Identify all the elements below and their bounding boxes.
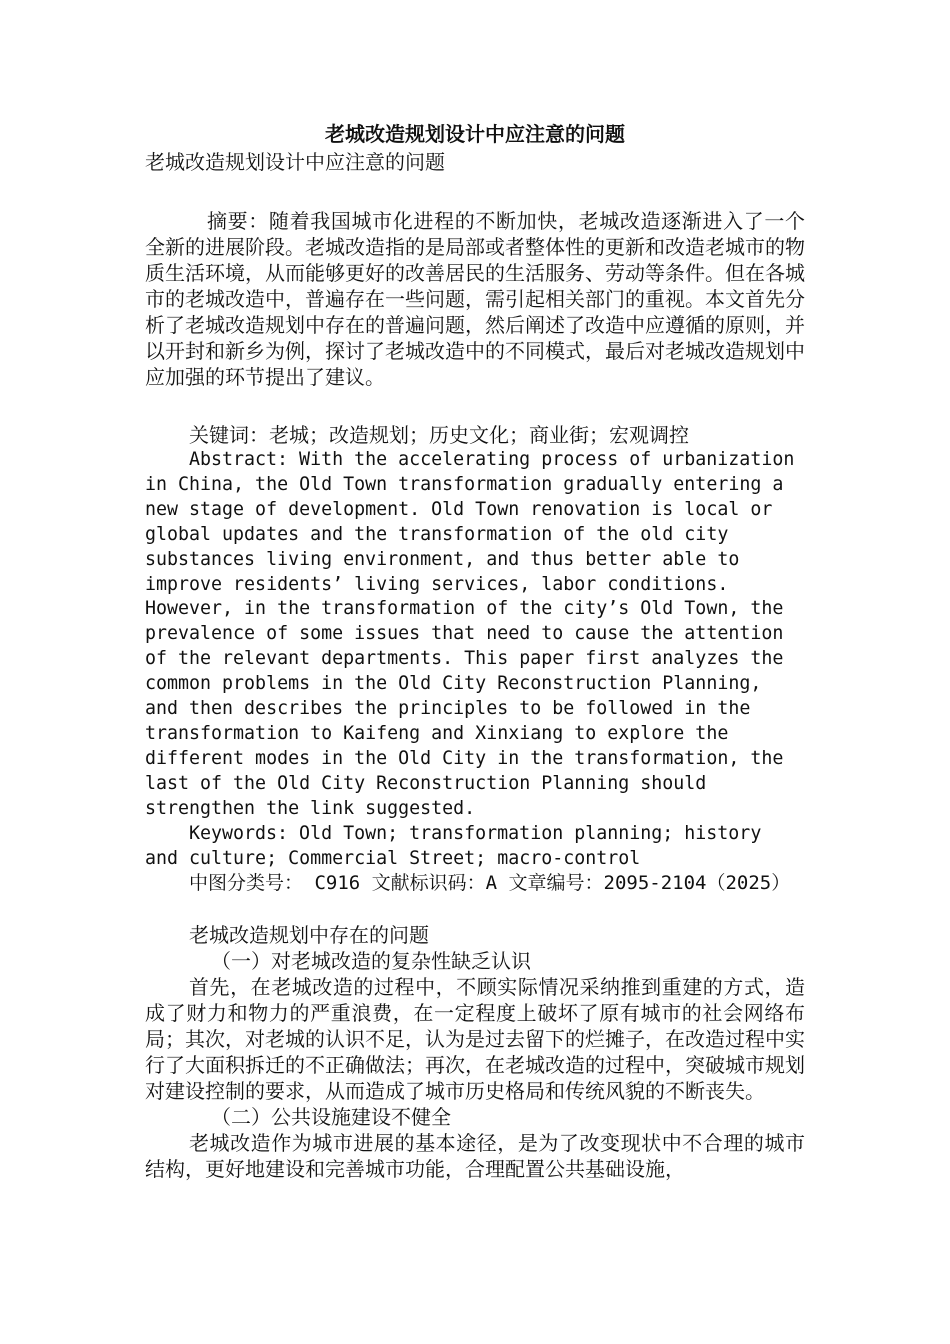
subsection-body-2: 老城改造作为城市进展的基本途径，是为了改变现状中不合理的城市结构，更好地建设和完善城市功能，合理配置公共基础设施， bbox=[145, 1131, 805, 1182]
document-subtitle: 老城改造规划设计中应注意的问题 bbox=[145, 150, 445, 174]
spacer bbox=[145, 176, 805, 202]
abstract-chinese: 摘要：随着我国城市化进程的不断加快，老城改造逐渐进入了一个全新的进展阶段。老城改造指的是局部或者整体性的更新和改造老城市的物质生活环境，从而能够更好的改善居民的生活服务、劳动等条件。但在各城市的老城改造中，普遍存在一些问题，需引起相关部门的重视。本文首先分析了老城改造规划中存在的普遍问题，然后阐述了改造中应遵循的原则，并以开封和新乡为例，探讨了老城改造中的不同模式，最后对老城改造规划中应加强的环节提出了建议。 bbox=[145, 209, 805, 389]
subsection-heading-1: （一）对老城改造的复杂性缺乏认识 bbox=[211, 949, 531, 974]
document-page bbox=[145, 120, 805, 1182]
subsection-heading-2: （二）公共设施建设不健全 bbox=[211, 1105, 451, 1130]
keywords-chinese: 关键词：老城；改造规划；历史文化；商业街；宏观调控 bbox=[189, 423, 689, 447]
classification-line: 中图分类号： C916 文献标识码：A 文章编号：2095-2104（2025） bbox=[189, 872, 791, 895]
spacer bbox=[145, 896, 805, 922]
spacer bbox=[145, 390, 805, 416]
document-title: 老城改造规划设计中应注意的问题 bbox=[325, 122, 625, 146]
keywords-english: Keywords: Old Town; transformation planning; history and culture; Commercial Street; macro-control bbox=[145, 822, 773, 869]
section-heading: 老城改造规划中存在的问题 bbox=[189, 923, 429, 948]
subsection-body-1: 首先，在老城改造的过程中，不顾实际情况采纳推到重建的方式，造成了财力和物力的严重浪费，在一定程度上破坏了原有城市的社会网络布局；其次，对老城的认识不足，认为是过去留下的烂摊子，在改造过程中实行了大面积拆迁的不正确做法；再次，在老城改造的过程中，突破城市规划对建设控制的要求，从而造成了城市历史格局和传统风貌的不断丧失。 bbox=[145, 975, 805, 1104]
abstract-english: Abstract: With the accelerating process of urbanization in China, the Old Town transformation gradually entering a new stage of development. Old Town renovation is local or global updates and the transformation of the old city substances living environment, and thus better able to improve residents’ living services, labor conditions. However, in the transformation of the city’s Old Town, the prevalence of some issues that need to cause the attention of the relevant departments. This paper first analyzes the common problems in the Old City Reconstruction Planning, and then describes the principles to be followed in the transformation to Kaifeng and Xinxiang to explore the different modes in the Old City in the transformation, the last of the Old City Reconstruction Planning should strengthen the link suggested. bbox=[145, 449, 806, 819]
